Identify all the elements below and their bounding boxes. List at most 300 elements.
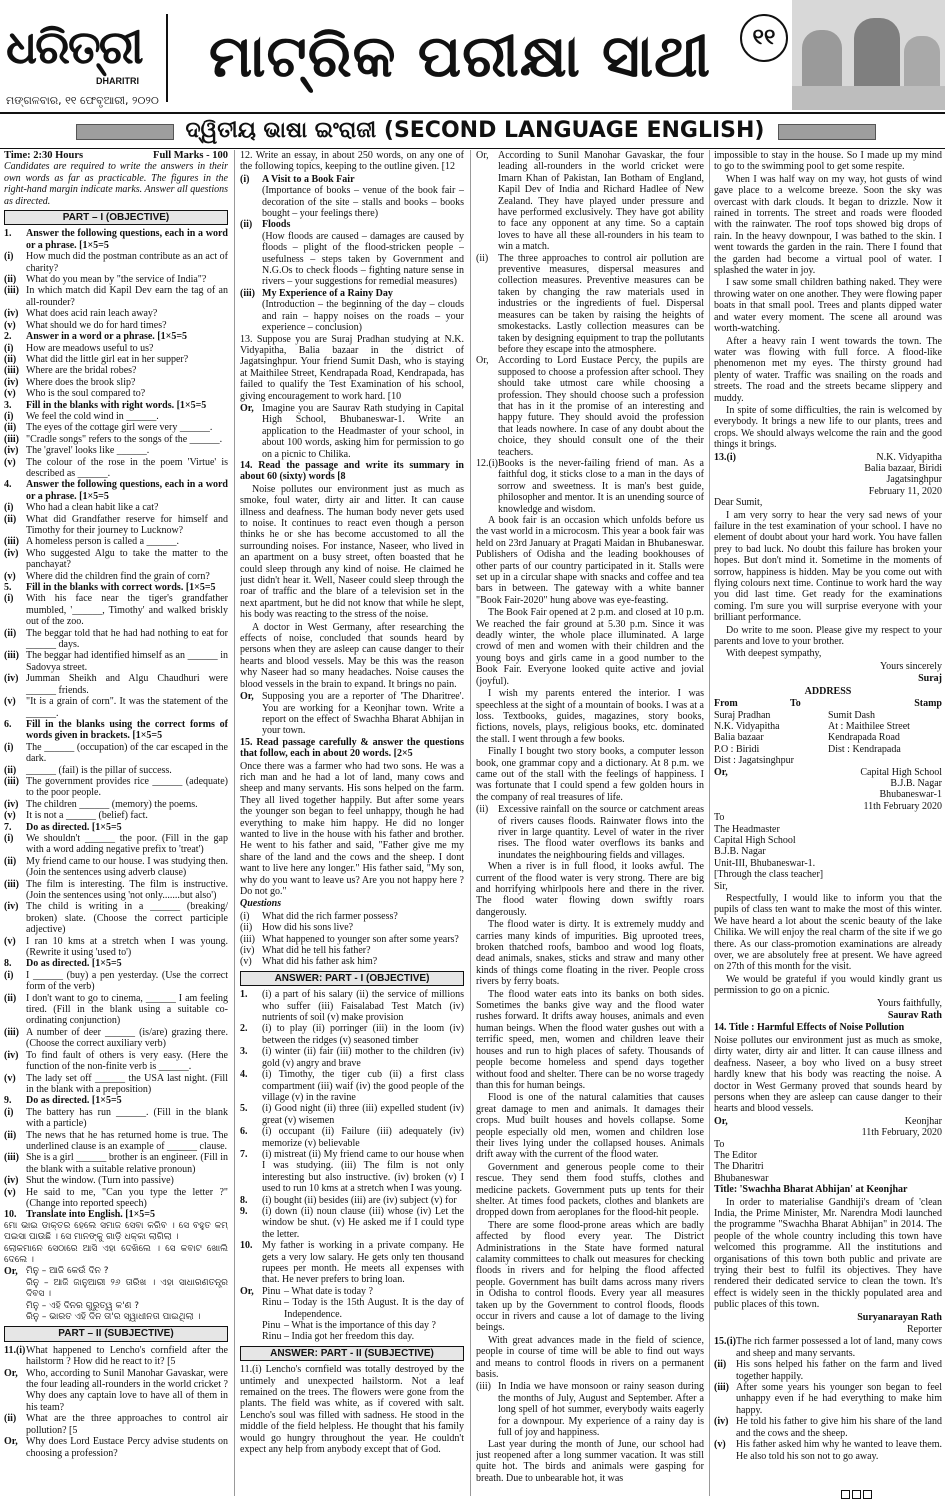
address-line: B.J.B. Nagar: [890, 777, 942, 789]
exam-instructions: Candidates are required to write the answers in their own words as far as practicable. The figures in the right-hand margin indicate marks. Answer all questions as directed.: [4, 161, 228, 207]
question-number: (ii): [714, 1359, 727, 1371]
topic-number: (i): [240, 173, 250, 185]
question-number: (ii): [4, 422, 17, 434]
question-number: (v): [4, 696, 16, 708]
speech: – What date is today ?: [284, 1285, 373, 1297]
question-number: (iii): [4, 878, 19, 890]
topic-title: A Visit to a Book Fair: [262, 173, 355, 185]
address-line: Suraj Pradhan: [714, 709, 771, 721]
or-label: Or,: [714, 766, 728, 778]
question-text: He said to me, "Can you type the letter ?" (Change into reported speech): [26, 1186, 228, 1209]
question-row: [4, 673, 228, 696]
question-row: [240, 945, 464, 956]
question-row: [4, 502, 228, 513]
question-row: [4, 1187, 228, 1210]
question-text: Do as directed. [1×5=5: [26, 1095, 122, 1107]
question-text: Answer the following questions, each in a word or a phrase. [1×5=5: [26, 479, 228, 502]
question-number: (iii): [240, 933, 255, 945]
question-number: 2.: [4, 331, 12, 343]
question-number: 3.: [4, 399, 12, 411]
student-figure: [904, 36, 940, 92]
dialogue-line: [262, 1331, 464, 1342]
letter1-sender-address: [736, 452, 942, 498]
question-number: 8.: [4, 958, 12, 970]
question-row: [4, 936, 228, 959]
answer-dialogue: [262, 1286, 464, 1343]
question-number: (ii): [4, 627, 17, 639]
question-number: (i): [4, 342, 14, 354]
answer-number: 13.(i): [714, 451, 736, 463]
student-figure: [854, 18, 900, 90]
essay-paragraph: The Book Fair opened at 2 p.m. and closed at 10 p.m. We reached the fair ground at 5.30 p.m. Since it was deadly winter, the whole place illuminated. A large crowd of men and women with their children and the young boys and girls came in a good number to the Book Fair. Everyone looked quite active and jovial (joyful).: [476, 607, 704, 687]
essay-paragraph: When I was half way on my way, hot gusts of wind gave place to a welcome breeze. Soon the sky was overcast with dark clouds. It began to drizzle. Now it rained in torrents. The street and roads were flooded with the rainwater. The roof tops showed big drops of rain. In the heavy downpour, I was bathed to the skin. I went towards the garden in the rain. There I found that the garden had become a virtual pool of water. I splashed the water in joy.: [714, 173, 942, 277]
question-row: [4, 548, 228, 571]
question-text: What should we do for hard times?: [26, 319, 167, 331]
essay-rainy-day: In India we have monsoon or rainy season during the months of July, August and September. After a long spell of hot summer, everybody waits eagerly for a downpour. My experience of a rainy day is full of joy and happiness.: [498, 1381, 704, 1439]
part2-heading: PART – II (SUBJECTIVE): [4, 1326, 228, 1341]
q14-passage-2: A doctor in West Germany, after researching the effects of noise, concluded that sounds heard by persons when they are asleep can cause danger to their hearts and blood vessels. May be this was the reason why Naseer had so many headaches. Noise causes the blood vessels in the brain to expand. It brings no pain.: [240, 621, 464, 690]
question-number: (v): [4, 1186, 16, 1198]
essay-paragraph: The flood water eats into its banks on both sides. Sometimes the banks give way and the flood water rushes forward. It drifts away houses, animals and even human beings. When the flood water gushes out with a terrific speed, men, women and children leave their houses and run to high places of safety. Thousands of people become homeless and spend days together without food and shelter. There can be no worse tragedy than this for human beings.: [476, 988, 704, 1091]
topic-title: My Experience of a Rainy Day: [262, 287, 393, 299]
question-row: [4, 958, 228, 969]
question-text: Where are the bridal robes?: [26, 365, 137, 377]
topic-number: (ii): [240, 219, 253, 231]
question-row: [240, 1069, 464, 1103]
question-number: (i): [4, 502, 14, 514]
odia-line: ମୋ ଭାଇ ଡାକ୍ତର ହେଲେ ସମାଜ ସେବା କରିବ । ସେ ବହୁତ କମ୍ ପଇସା ପାଉଛି । ସେ ମାନଙ୍କୁ ଗାଡ଼ି ଧକ୍କା ଲାଗିଲା ।: [4, 1220, 228, 1243]
address-line: Capital High School: [714, 834, 796, 846]
essay-paragraph: Government and generous people come to their rescue. They send them food stuffs, clothes and medicine packets. Government puts up tents for their shelter. At times food packets, clothes and blankets are dropped down from aeroplanes for the flood-hit people.: [476, 1161, 704, 1219]
question-number: (iv): [4, 798, 19, 810]
question-row: [4, 354, 228, 365]
address-heading: ADDRESS: [804, 685, 852, 697]
students-exam-photo: [792, 0, 945, 110]
question-row: [4, 1027, 228, 1050]
question-number: (ii): [4, 353, 17, 365]
topic-outline: (Importance of books – venue of the book fair – decoration of the site – stalls and books – books bought – your feelings there): [262, 185, 464, 220]
answer-row: [476, 458, 704, 515]
address-line: B.J.B. Nagar: [714, 846, 766, 858]
column-divider: [470, 150, 471, 1496]
question-text: What did he tell his father?: [262, 945, 371, 957]
address-line: February 11, 2020: [868, 485, 942, 497]
question-number: (iii): [714, 1382, 729, 1394]
essay-paragraph: After a heavy rain I went towards the town. The water was flowing with full force. A flood-like phenomenon met my eyes. The thirsty ground had plenty of water. Traffic was snailing on the roads and streets. The road and the streets became slippery and muddy.: [714, 335, 942, 404]
question-row: [4, 228, 228, 251]
or-label: Or,: [476, 355, 489, 367]
question-text: What happened to younger son after some years?: [262, 933, 459, 945]
question-row: [714, 1439, 942, 1462]
report-place-date: [736, 1116, 942, 1139]
question-row: [240, 911, 464, 922]
question-number: 1.: [240, 989, 248, 1001]
question-number: Or,: [4, 1367, 18, 1379]
question-number: (ii): [4, 1129, 17, 1141]
question-row: [240, 989, 464, 1023]
report-role: Reporter: [907, 1324, 942, 1336]
question-row: [4, 901, 228, 935]
dialogue-line: [262, 1286, 464, 1297]
q14-prompt: 14. Read the passage and write its summary in about 60 (sixty) words [8: [240, 459, 464, 483]
question-text: We shouldn't ______ the poor. (Fill in the gap with a word adding negative prefix to 'treat'): [26, 832, 228, 856]
question-row: [4, 856, 228, 879]
question-text: Fill in the blanks with right words. [1×5=5: [26, 399, 207, 411]
question-text: "It is a grain of corn". It was the statement of the ______.: [26, 696, 228, 719]
question-row: [4, 377, 228, 388]
question-row: [240, 1126, 464, 1149]
question-number: (iv): [4, 901, 19, 913]
letter1-salutation: Dear Sumit,: [714, 497, 763, 509]
question-row: [4, 514, 228, 537]
question-row: [4, 400, 228, 411]
question-number: 15.(i): [714, 1336, 736, 1348]
question-text: (i) down (ii) noun clause (iii) whose (iv) Let the window be shut. (v) He asked me if I could type the letter.: [262, 1205, 464, 1240]
or-label: Or,: [476, 150, 489, 161]
question-text: The children ______ (memory) the poems.: [26, 798, 198, 810]
question-text: The battery has run ______. (Fill in the blank with a particle): [26, 1106, 228, 1130]
address-line: N.K. Vidyapitha: [714, 720, 780, 732]
dialogue-line: ରିନୁ – ଆଜି ଜାନୁଆରୀ ୨୬ ତାରିଖ । ଏହା ସାଧାରଣତନ୍ତ୍ର ଦିବସ ।: [26, 1277, 228, 1300]
answer-row: [476, 253, 704, 356]
question-text: How did his sons live?: [262, 922, 354, 934]
address-to-label: To: [790, 698, 801, 710]
essay-paragraph: A book fair is an occasion which unfolds before us the vast world in a microcosm. This year a book fair was held on 23rd January at Pragati Maidan in Bhubaneswar. Publishers of Odisha and the leading bookhouses of other parts of our country participated in it. Stalls were set up in a circular shape with snacks and coffee and tea bars in between. The gateway with a white banner "Book Fair-2020" hung above was eye-feasting.: [476, 515, 704, 606]
question-row: [4, 1130, 228, 1153]
address-line: P.O : Biridi: [714, 743, 760, 755]
question-text: The lady set off ______ the USA last night. (Fill in the blank with a preposition): [26, 1072, 228, 1095]
masthead: [0, 0, 945, 114]
question-text: My father is working in a private company. He gets a very low salary. He gets only ten thousand rupees per month. He meets all expenses with that. He never prefers to bring loan.: [262, 1240, 464, 1286]
question-number: 3.: [240, 1046, 248, 1058]
question-row: [4, 411, 228, 422]
question-text: The news that he has returned home is true. The underlined clause is an example of ______ clause.: [26, 1129, 228, 1152]
question-number: (i): [4, 251, 14, 263]
exam-full-marks: Full Marks - 100: [153, 150, 228, 161]
question-number: (ii): [4, 764, 17, 776]
address-line: Unit-III, Bhubaneswar-1.: [714, 857, 816, 869]
question-text: My friend came to our house. I was studying then. (Join the sentences using adverb clause): [26, 855, 228, 879]
or-label: Or,: [240, 402, 254, 414]
question-number: 5.: [4, 582, 12, 594]
address-line: Dist : Kendrapada: [828, 743, 901, 755]
question-number: (i): [240, 910, 250, 922]
question-text: The beggar told that he had had nothing to eat for ______ days.: [26, 627, 228, 651]
address-line: Kendrapada Road: [828, 732, 900, 744]
question-number: (ii): [4, 274, 17, 286]
question-row: [4, 765, 228, 776]
address-line: 11th February 2020: [863, 800, 942, 812]
question-number: 9.: [4, 1095, 12, 1107]
question-text: We feel the cold wind in ______.: [26, 410, 159, 422]
question-text: (i) winter (ii) fair (iii) mother to the children (iv) gold (v) angry and brave: [262, 1046, 464, 1069]
question-row: [4, 320, 228, 331]
dialogue-line: ମିନୁ – ଏହି ଦିନର ଗୁରୁତ୍ୱ କ'ଣ ?: [26, 1300, 140, 1311]
question-number: (ii): [4, 855, 17, 867]
address-line: Dist : Jagatsinghpur: [714, 755, 794, 767]
question-row: [240, 922, 464, 933]
question-number: 8.: [240, 1194, 248, 1206]
or-label: Or,: [240, 1285, 254, 1297]
question-row: [4, 1175, 228, 1186]
or-label: Or,: [4, 1266, 18, 1278]
address-line: The Headmaster: [714, 823, 780, 835]
answer-11-ii: The three approaches to control air pollution are preventive measures, dispersal measures and collection measures. Preventive measures can be taken by changing the raw materials used in industries or the ingredients of fuel. Dispersal measures can be taken by raising the heights of smokestacks. Lastly collection measures can be taken by designing equipment to trap the pollutants before they escape into the atmosphere.: [498, 252, 704, 355]
subject-banner: [0, 116, 945, 146]
question-row: [4, 719, 228, 742]
question-row: [4, 251, 228, 274]
question-row: [4, 571, 228, 582]
question-number: (v): [4, 456, 16, 468]
question-text: I don't want to go to cinema, ______ I am feeling tired. (Fill in the blank using a suitable co-ordinating conjunction): [26, 992, 228, 1027]
question-number: (i): [4, 593, 14, 605]
question-number: 2.: [240, 1023, 248, 1035]
question-text: Fill in the blanks with correct words. [1×5=5: [26, 582, 216, 594]
address-block: [714, 710, 942, 767]
essay-paragraph: Last year during the month of June, our school had just reopened after a long summer vacation. It was still quite hot. The birds and animals were gasping for breath. Due to unbearable hot, it was: [476, 1438, 704, 1484]
essay-topic: [240, 288, 464, 334]
question-text: What did the rich farmer possess?: [262, 910, 398, 922]
question-text: Where did the children find the grain of corn?: [26, 570, 210, 582]
question-text: Who suggested Algu to take the matter to the panchayat?: [26, 547, 228, 571]
subject-title: ଦ୍ୱିତୀୟ ଭାଷା ଇଂରାଜୀ (SECOND LANGUAGE ENGLISH): [185, 118, 765, 143]
question-row: [240, 1240, 464, 1286]
question-text: Fill in the blanks using the correct forms of words given in brackets. [1×5=5: [26, 718, 228, 742]
address-line: Bhubaneswar: [714, 1172, 769, 1184]
question-row: [4, 285, 228, 308]
question-number: (ii): [4, 1413, 17, 1425]
answer-dialogue-row: [240, 1286, 464, 1343]
question-list: [4, 228, 228, 1220]
question-row: [4, 1413, 228, 1436]
question-row: [4, 1209, 228, 1220]
answer-11-i-or: According to Sunil Manohar Gavaskar, the four leading all-rounders in the world cricket were Imarn Khan of Pakistan, Ian Botham of England, Kapil Dev of India and Richard Hadlee of New Zealand. They have played under pressure and have performed exclusively. They have got ability to face any opponent at any time. So a captain loves to have all these all-rounders in his team to win a match.: [498, 150, 704, 253]
question-number: (v): [714, 1439, 726, 1451]
question-number: (v): [4, 570, 16, 582]
question-number: 10.: [4, 1209, 17, 1221]
question-number: (v): [4, 810, 16, 822]
q14-passage: Noise pollutes our environment just as much as smoke, foul water, dirty air and litter. It can cause illness and deafness. The human body never gets used to noise. It continues to react even though a person thinks he or she has become accustomed to all the surrounding noises. For instance, Naseer, who lived in an apartment on a busy street, often boasted that he could sleep through any kind of noise. He claimed he just didn't hear it. Well, Naseer could sleep through the roar of traffic and the blare of a television set in the next apartment, but he did not know that while he slept, his body was reacting to the stress of the noise.: [240, 483, 464, 621]
question-text: The ______ (occupation) of the car escaped in the dark.: [26, 741, 228, 765]
question-number: (i): [4, 410, 14, 422]
letter1-close: Yours sincerely: [879, 660, 942, 672]
question-number: (iv): [4, 308, 19, 320]
question-row: [4, 457, 228, 480]
question-row: [4, 970, 228, 993]
question-text: The eyes of the cottage girl were very ______.: [26, 422, 213, 434]
question-number: (v): [4, 388, 16, 400]
speaker: Rinu: [262, 1297, 282, 1309]
question-row: [240, 1206, 464, 1240]
question-text: His sons helped his father on the farm and lived together happily.: [736, 1359, 942, 1382]
column-3: [476, 150, 704, 1496]
question-text: The 'gravel' looks like ______.: [26, 445, 150, 457]
q15-passage: Once there was a farmer who had two sons. He was a rich man and he had a lot of land, many cows and sheep and many servants. His sons helped on the farm. They all lived together happily. But after some years the younger son began to feel unhappy, though he had everything to make him happy. He did no longer wanted to live in the house with his father and brother. He went to his father and said, "Father give me my share of the land and the cows and the sheep. I dont want to live here any longer." His father said, "My son, why do you want to leave us? Are you not happy here ? Do not go.": [240, 760, 464, 897]
question-row: [4, 776, 228, 799]
letter2-body: Respectfully, I would like to inform you that the pupils of class ten want to make the most of this winter. We have heard a lot about the scenic beauty of the lake Chilika. We will enjoy the real charm of the site if we go there. As our class-promotion examinations are already over, we are absolutely free at present. We have agreed on 27th of this month for the visit.: [714, 893, 942, 973]
question-number: (iii): [4, 775, 19, 787]
answer-11-i: 11.(i) Lencho's cornfield was totally destroyed by the untimely and unexpected hailstorm. Not a leaf remained on the trees. The flowers were gone from the plants. The field was white, as if covered with salt. Lencho's soul was filled with sadness. He stood in the middle of the field helpless. He thought that his family would go hungry throughout the year. He couldn't expect any help from anybody except that of God.: [240, 1364, 464, 1456]
question-number: (iv): [714, 1416, 729, 1428]
letter2-salutation: Sir,: [714, 880, 728, 892]
dialogue-line: [262, 1297, 464, 1320]
question-text: Do as directed. [1×5=5: [26, 821, 122, 833]
question-row: [4, 1345, 228, 1368]
question-text: Do as directed. [1×5=5: [26, 958, 122, 970]
question-text: (i) mistreat (ii) My friend came to our house when I was studying. (iii) The film is not only interesting but also instructive. (iv) broken (v) I used to run 10 kms at a stretch when I was young.: [262, 1148, 464, 1195]
report-date: 11th February, 2020: [861, 1127, 942, 1139]
question-text: What are the three approaches to control air pollution? [5: [26, 1413, 228, 1436]
column-1: [4, 150, 228, 1496]
question-row: [4, 799, 228, 810]
question-text: (i) Good night (ii) three (iii) expelled student (iv) great (v) wisemen: [262, 1103, 464, 1126]
question-row: [4, 1152, 228, 1175]
question-number: (iv): [240, 945, 255, 957]
q14-or-prompt: Supposing you are a reporter of 'The Dharitree'. You are working for a Keonjhar town. Write a report on the effect of Swachha Bharat Abhijan in your town.: [262, 691, 464, 737]
question-text: The child is writing in a ______ (breaking/ broken) slate. (Choose the correct participle adjective): [26, 901, 228, 936]
question-text: His father asked him why he wanted to leave them. He also told his son not to go away.: [736, 1439, 942, 1462]
question-number: 4.: [4, 479, 12, 491]
summary-title: 14. Title : Harmful Effects of Noise Pollution: [714, 1022, 905, 1034]
question-row: [4, 1095, 228, 1106]
question-text: Why does Lord Eustace Percy advise students on choosing a profession?: [26, 1436, 228, 1459]
address-labels: [714, 698, 942, 709]
column-4: [714, 150, 942, 1496]
question-number: (v): [4, 1072, 16, 1084]
question-row: [4, 445, 228, 456]
answer-number: 12.(i): [476, 457, 498, 469]
q13-or-row: [240, 403, 464, 460]
question-number: (iv): [4, 673, 19, 685]
speaker: Pinu: [262, 1285, 281, 1297]
question-text: She is a girl ______ brother is an engineer. (Fill in the blank with a suitable relative pronoun): [26, 1152, 228, 1175]
topic-body: [262, 174, 464, 220]
question-row: [240, 956, 464, 967]
report-title: Title: 'Swachha Bharat Abhijan' at Keonjhar: [714, 1184, 908, 1196]
question-row: [714, 1416, 942, 1439]
address-line: The Dharitri: [714, 1161, 764, 1173]
q13-or-prompt: Imagine you are Saurav Rath studying in Capital High School, Bhubaneswar-1. Write an application to the Headmaster of your school, in about 100 words, asking him for permission to go on a picnic to Chilika.: [262, 402, 464, 460]
question-number: (iv): [4, 547, 19, 559]
question-number: 7.: [4, 821, 12, 833]
speech: – Today is the 15th August. It is the day of Independence.: [284, 1297, 464, 1320]
question-row: [4, 582, 228, 593]
question-text: The government provides rice ______ (adequate) to the poor people.: [26, 775, 228, 799]
question-text: (i) Timothy, the tiger cub (ii) a first class compartment (iii) waif (iv) the good people of the village (v) in the ravine: [262, 1069, 464, 1103]
topic-title: Floods: [262, 219, 291, 231]
letter1-header: [714, 452, 942, 498]
question-number: (iv): [4, 445, 19, 457]
question-row: [4, 628, 228, 651]
question-row: [4, 479, 228, 502]
question-text: How much did the postman contribute as an act of charity?: [26, 251, 228, 274]
question-text: Translate into English. [1×5=5: [26, 1209, 156, 1221]
essay-paragraph: I saw some small children bathing naked. They were throwing water on one another. They were flowing paper boats in that small pool. Trees and plants dipped water and water every moment. The scene all around was worth-watching.: [714, 277, 942, 335]
dialogue-line: ମିନୁ – ଆଜି କେଉଁ ଦିନ ?: [26, 1266, 109, 1277]
question-number: 4.: [240, 1069, 248, 1081]
masthead-divider: [166, 14, 168, 102]
exam-time: Time: 2:30 Hours: [4, 150, 84, 161]
speech: – What is the importance of this day ?: [284, 1320, 436, 1332]
topic-outline: (How floods are caused – damages are caused by floods – plight of the flood-stricken people – usefulness – steps taken by Government and N.G.Os to check floods – fighting nature sense in rivers – your suggestions for remedial measures): [262, 230, 464, 288]
report-signature: Suryanarayan Rath: [857, 1311, 942, 1323]
exam-header: [4, 150, 228, 161]
question-number: 1.: [4, 228, 12, 240]
question-row: [4, 331, 228, 342]
question-text: He told his father to give him his share of the land and the cows and the sheep.: [736, 1416, 942, 1439]
question-row: [4, 1436, 228, 1459]
question-row: [4, 308, 228, 319]
address-stamp-label: Stamp: [914, 698, 942, 710]
answer-number: (ii): [476, 804, 489, 816]
question-number: (iii): [4, 285, 19, 297]
question-text: Answer in a word or a phrase. [1×5=5: [26, 331, 188, 343]
question-number: (i): [4, 832, 14, 844]
question-number: 9.: [240, 1205, 248, 1217]
question-text: It is not a ______ (belief) fact.: [26, 810, 148, 822]
question-text: "Cradle songs" refers to the songs of the ______.: [26, 433, 223, 445]
question-text: In which match did Kapil Dev earn the tag of an all-rounder?: [26, 285, 228, 308]
q14-or-row: [240, 691, 464, 737]
question-text: (i) occupant (ii) Failure (iii) adequately (iv) memorize (v) believable: [262, 1126, 464, 1149]
publication-date: ମଙ୍ଗଳବାର, ୧୧ ଫେବୃଆରୀ, ୨୦୨୦: [6, 94, 159, 107]
question-text: Who is the soul compared to?: [26, 388, 146, 400]
essay-topic: [240, 219, 464, 287]
address-line: Jagatsinghpur: [886, 474, 942, 486]
banner-bar-left: [76, 124, 174, 140]
answer-row: [476, 804, 704, 861]
question-list-part2: [4, 1345, 228, 1459]
question-text: A number of deer ______ (is/are) grazing there. (Choose the correct auxiliary verb): [26, 1026, 228, 1050]
question-number: (v): [240, 956, 252, 968]
dialogue-line: [262, 1320, 464, 1331]
odia-line: ଲୋକମାନେ ସେଠାରେ ଆସି ଏହା ଦେଖିଲେ । ସେ କବାଟ ଖୋଲି ଦେଲେ ।: [4, 1243, 228, 1265]
report-recipient: [714, 1139, 942, 1185]
question-number: 11.(i): [4, 1344, 26, 1356]
address-line: Balia bazaar, Biridi: [864, 462, 942, 474]
letter2-body: We would be grateful if you would kindly grant us permission to go on a picnic.: [714, 973, 942, 997]
page-title: ମାଟ୍ରିକ ପରୀକ୍ଷା ସାଥୀ: [208, 22, 712, 90]
answers-part2-heading: ANSWER: PART - II (SUBJECTIVE): [240, 1346, 464, 1361]
page-number-badge: ୧୧: [740, 14, 788, 62]
letter2-header: [714, 767, 942, 813]
essay-floods: Excessive rainfall on the source or catchment areas of rivers causes floods. Rainwater flows into the river in large quantity. Level of water in the river rises. The flood water overflows its banks and inundates the neighbouring fields and villages.: [498, 804, 704, 861]
question-row: [4, 274, 228, 285]
speech: – India got her freedom this day.: [284, 1331, 415, 1343]
question-number: 6.: [240, 1126, 248, 1138]
or-label: Or,: [714, 1115, 728, 1127]
question-number: (iii): [4, 365, 19, 377]
question-text: What does acid rain leach away?: [26, 308, 158, 320]
question-number: (i): [4, 969, 14, 981]
question-text: What did his father ask him?: [262, 956, 378, 968]
question-number: (v): [4, 319, 16, 331]
topic-number: (iii): [240, 287, 255, 299]
question-number: (iii): [4, 650, 19, 662]
question-text: What do you mean by "the service of India"?: [26, 274, 207, 286]
question-row: [4, 742, 228, 765]
question-row: [240, 934, 464, 945]
question-row: [4, 1368, 228, 1414]
address-line: [Through the class teacher]: [714, 869, 824, 881]
essay-paragraph: I wish my parents entered the interior. I was speechless at the sight of a mountain of books. I was at a loss. Textbooks, guides, magazines, story books, fictions, novels, plays, religious books, etc. dominated the stall. I went through a few books.: [476, 688, 704, 745]
answers-part1: [240, 989, 464, 1286]
question-text: Jumman Sheikh and Algu Chaudhuri were ______ friends.: [26, 673, 228, 696]
question-row: [240, 1046, 464, 1069]
essay-paragraph: impossible to stay in the house. So I made up my mind to go to the swimming pool to get some respite.: [714, 150, 942, 173]
q15-prompt: 15. Read passage carefully & answer the questions that follow, each in about 20 words. [2×5: [240, 736, 464, 760]
topic-body: [262, 288, 464, 334]
